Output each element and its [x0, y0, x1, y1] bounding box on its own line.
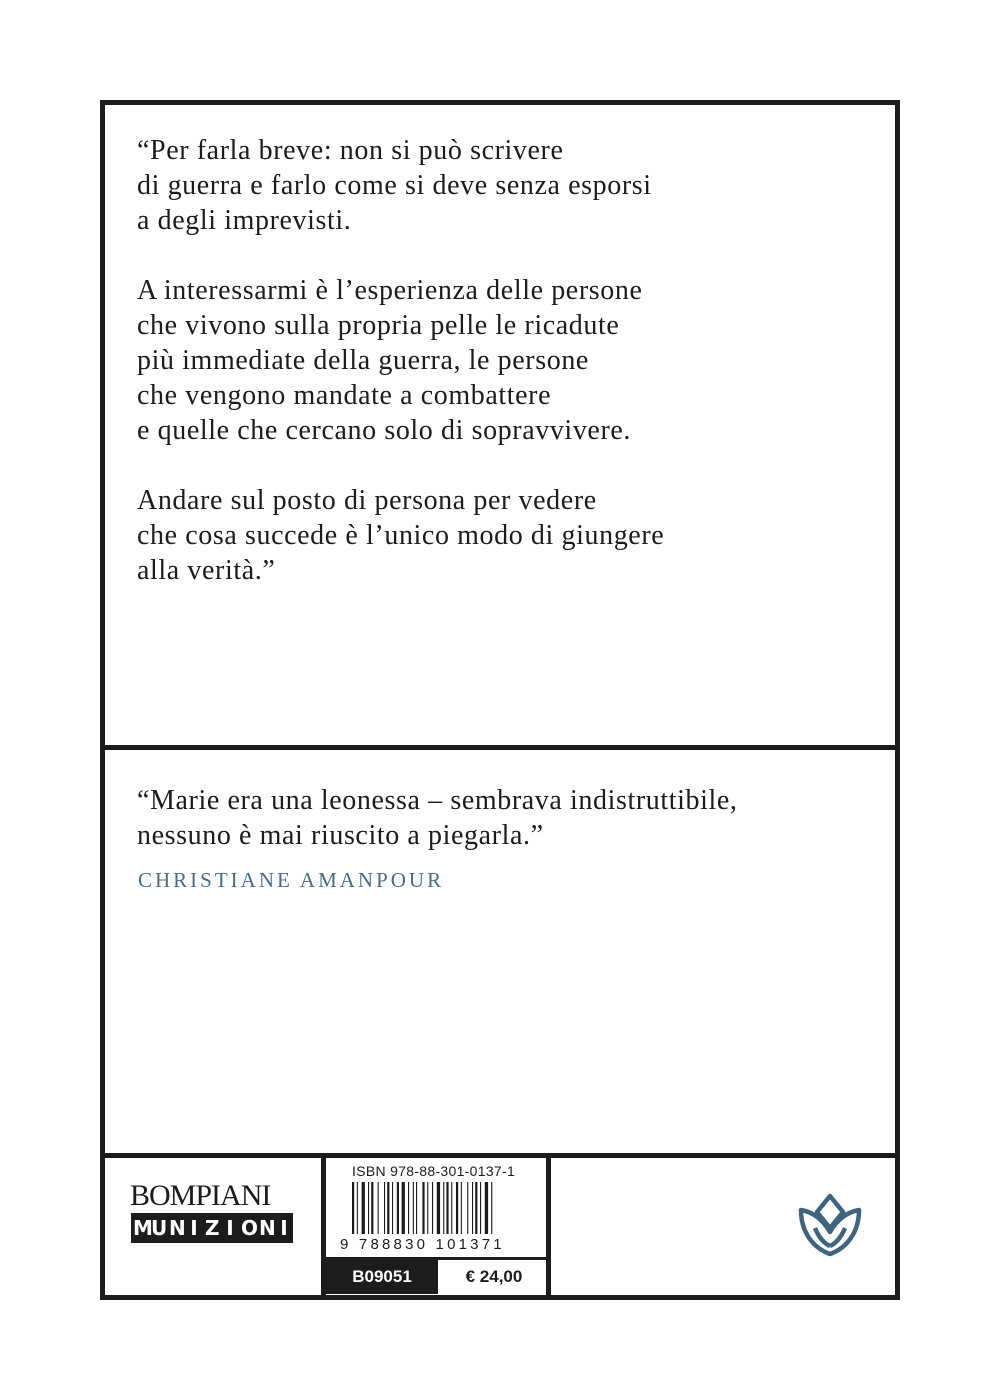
quote-paragraph: Andare sul posto di persona per vedere che cosa succede è l’unico modo di giungere alla verità.” — [137, 485, 665, 586]
main-quote — [137, 133, 877, 623]
barcode-bar — [397, 1182, 399, 1234]
series-letter: I — [190, 1216, 198, 1240]
barcode-bar — [480, 1182, 481, 1234]
barcode-bars — [352, 1182, 542, 1234]
barcode-bar — [461, 1182, 462, 1234]
barcode-bar — [357, 1182, 358, 1234]
barcode-bar — [371, 1182, 373, 1234]
barcode-bar — [378, 1182, 379, 1234]
endorsement-attribution: CHRISTIANE AMANPOUR — [138, 868, 445, 892]
isbn-label: ISBN 978-88-301-0137-1 — [352, 1163, 516, 1179]
barcode-bar — [475, 1182, 477, 1234]
barcode-bar — [392, 1182, 393, 1234]
barcode-bar — [408, 1182, 409, 1234]
series-letter: M — [133, 1216, 153, 1240]
series-letter: Z — [205, 1216, 220, 1240]
series-letter: N — [169, 1216, 186, 1240]
product-code: B09051 — [326, 1260, 438, 1294]
price-label: € 24,00 — [465, 1267, 523, 1286]
barcode-bar — [446, 1182, 448, 1234]
series-letter: I — [226, 1216, 234, 1240]
footer-divider — [100, 1153, 900, 1158]
section-divider — [100, 745, 900, 750]
barcode-bar — [437, 1182, 440, 1234]
publisher-logo-name: BOMPIANI — [130, 1179, 271, 1212]
barcode-bar — [384, 1182, 385, 1234]
barcode-bar — [422, 1182, 424, 1234]
barcode-bar — [467, 1182, 468, 1234]
footer-divider-right — [546, 1155, 551, 1300]
series-letter: N — [259, 1216, 276, 1240]
isbn-digits: 9 788830 101371 — [340, 1236, 505, 1253]
series-letter: O — [241, 1216, 259, 1240]
barcode-bar — [456, 1182, 458, 1234]
barcode-bar — [451, 1182, 452, 1234]
barcode-bar — [362, 1182, 365, 1234]
barcode-bar — [485, 1182, 488, 1234]
barcode-bar — [368, 1182, 369, 1234]
series-letter: I — [280, 1216, 288, 1240]
barcode-bar — [416, 1182, 417, 1234]
barcode-bar — [472, 1182, 473, 1234]
barcode-bar — [443, 1182, 444, 1234]
quote-paragraph: A interessarmi è l’esperienza delle persone che vivono sulla propria pelle le ricadute più immediate della guerra, le persone che vengono mandate a combattere e quelle che cercano solo di sopravvivere. — [137, 275, 643, 446]
barcode-bar — [432, 1182, 433, 1234]
series-logo — [131, 1213, 293, 1243]
barcode-bar — [387, 1182, 389, 1234]
barcode-bar — [427, 1182, 428, 1234]
series-letter: U — [151, 1216, 168, 1240]
barcode-bar — [491, 1182, 492, 1234]
quote-paragraph: “Per farla breve: non si può scrivere di guerra e farlo come si deve senza esporsi a degli imprevisti. — [137, 135, 652, 236]
barcode-bar — [413, 1182, 414, 1234]
lotus-emblem-icon — [795, 1192, 865, 1260]
barcode-bar — [402, 1182, 405, 1234]
barcode-bar — [352, 1182, 354, 1234]
endorsement-quote: “Marie era una leonessa – sembrava indistruttibile, nessuno è mai riuscito a piegarla.” — [137, 785, 738, 851]
